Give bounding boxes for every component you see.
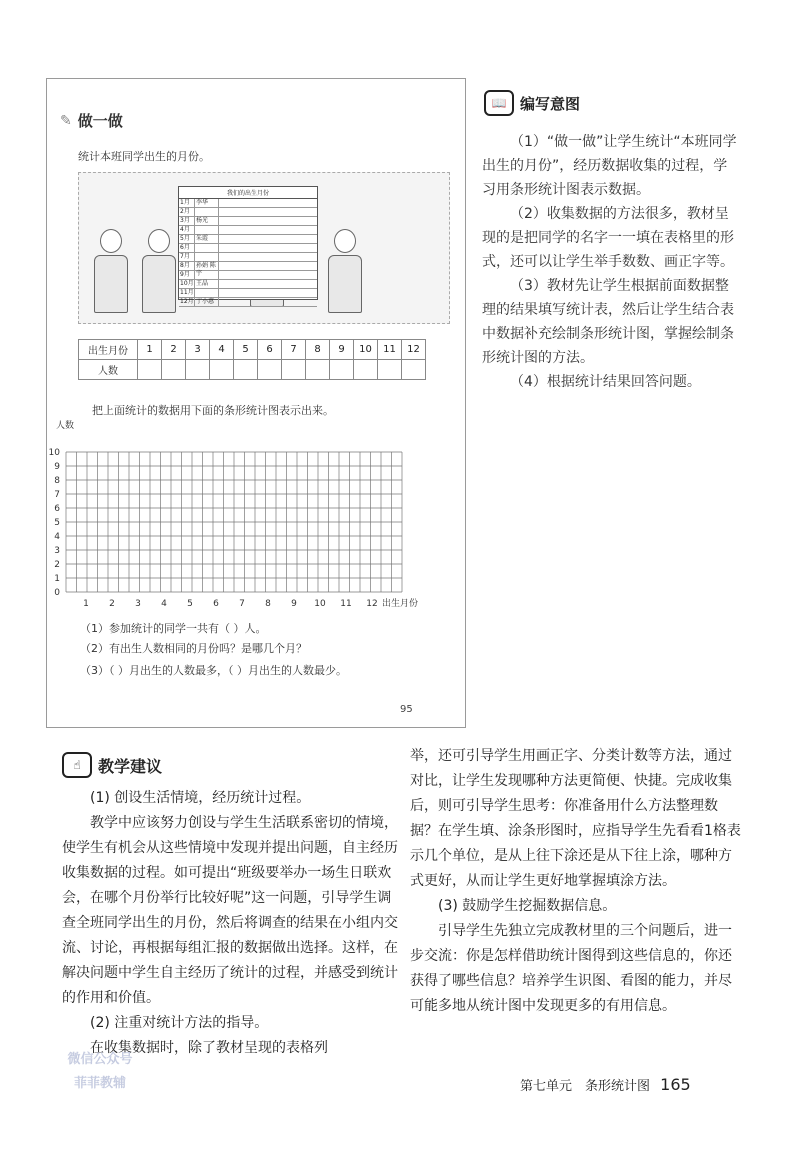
count-row xyxy=(79,360,426,380)
y-tick-label: 1 xyxy=(54,574,60,584)
open-book-icon: 📖 xyxy=(484,90,514,116)
count-cell[interactable] xyxy=(306,360,330,380)
advice-left-column xyxy=(62,786,398,1061)
board-row-month: 7月 xyxy=(179,253,195,261)
count-cell[interactable] xyxy=(282,360,306,380)
board-rows xyxy=(179,199,317,307)
exercise-intro: 统计本班同学出生的月份。 xyxy=(78,150,210,163)
board-row-names: 孙娟 陈宇 xyxy=(195,262,219,270)
intent-title: 编写意图 xyxy=(520,94,581,113)
y-tick-label: 7 xyxy=(54,490,60,500)
board-row xyxy=(179,226,317,235)
month-cell: 12 xyxy=(402,340,426,360)
board-row-names xyxy=(195,226,219,234)
advice-title: 教学建议 xyxy=(98,756,163,776)
advice-section-header xyxy=(62,752,162,778)
board-row xyxy=(179,235,317,244)
board-row-month: 11月 xyxy=(180,289,194,296)
chart-y-axis-label: 人数 xyxy=(56,421,75,431)
month-cell: 1 xyxy=(138,340,162,360)
board-row-month: 12月 xyxy=(180,298,194,305)
month-cell: 8 xyxy=(306,340,330,360)
advice-right-paragraph-1: 举，还可引导学生用画正字、分类计数等方法，通过对比，让学生发现哪种方法更简便、快捷。完成收集后，则可引导学生思考：你准备用什么方法整理数据？在学生填、涂条形图时，应指导学生先看看1格表示几个单位，是从上往下涂还是从下往上涂，哪种方式更好，从而让学生更好地掌握填涂方法。 xyxy=(410,748,741,889)
intent-item-1: （1）“做一做”让学生统计“本班同学出生的月份”，经历数据收集的过程，学习用条形统计图表示数据。 xyxy=(482,134,737,198)
exercise-title xyxy=(60,110,123,131)
x-tick-label: 8 xyxy=(265,599,271,609)
board-row-names: 朱霞 xyxy=(195,235,219,243)
count-cell[interactable] xyxy=(138,360,162,380)
count-cell[interactable] xyxy=(378,360,402,380)
board-row xyxy=(179,217,317,226)
board-row-names xyxy=(195,253,219,261)
intent-list xyxy=(482,130,740,394)
hand-pointing-icon: ☝ xyxy=(62,752,92,778)
board-row xyxy=(179,298,317,307)
count-cell[interactable] xyxy=(258,360,282,380)
month-header-label: 出生月份 xyxy=(79,340,138,360)
footer-unit-title: 第七单元 条形统计图 xyxy=(520,1079,651,1094)
boy-figure-right xyxy=(327,229,363,313)
chart-x-ticks xyxy=(83,599,378,609)
y-tick-label: 5 xyxy=(54,518,60,528)
x-tick-label: 1 xyxy=(83,599,89,609)
girl-figure xyxy=(141,229,177,313)
question-2: （2）有出生人数相同的月份吗？是哪几个月？ xyxy=(80,642,307,655)
board-row-names: 杨光 xyxy=(195,217,219,225)
pencil-icon: ✎ xyxy=(60,112,72,129)
intent-section-header xyxy=(484,90,580,116)
count-cell[interactable] xyxy=(330,360,354,380)
y-tick-label: 0 xyxy=(54,588,60,598)
board-row-names: 丁小惠 xyxy=(195,298,219,306)
board-row-names xyxy=(195,271,219,279)
advice-left-paragraph-1: 教学中应该努力创设与学生生活联系密切的情境，使学生有机会从这些情境中发现并提出问题，自主经历收集数据的过程。如可提出“班级要举办一场生日联欢会，在哪个月份举行比较好呢”这一问题，引导学生调查全班同学出生的月份，然后将调查的结果在小组内交流、讨论，再根据每组汇报的数据做出选择。这样，在解决问题中学生自主经历了统计的过程，并感受到统计的作用和价值。 xyxy=(62,815,398,1006)
board-row-month: 6月 xyxy=(179,244,195,252)
y-tick-label: 3 xyxy=(54,546,60,556)
count-cell[interactable] xyxy=(186,360,210,380)
board-row xyxy=(179,280,317,289)
month-cell: 7 xyxy=(282,340,306,360)
advice-right-paragraph-2: 引导学生先独立完成教材里的三个问题后，进一步交流：你是怎样借助统计图得到这些信息的，你还获得了哪些信息？培养学生识图、看图的能力，并尽可能多地从统计图中发现更多的有用信息。 xyxy=(410,923,732,1014)
exercise-title-text: 做一做 xyxy=(77,112,123,130)
x-tick-label: 4 xyxy=(161,599,167,609)
question-1: （1）参加统计的同学一共有（ ）人。 xyxy=(80,622,267,635)
intent-item-4: （4）根据统计结果回答问题。 xyxy=(510,374,701,390)
x-tick-label: 11 xyxy=(340,599,352,609)
board-row-month: 8月 xyxy=(179,262,195,270)
board-row xyxy=(179,199,317,208)
watermark-line-1: 微信公众号 xyxy=(67,1052,133,1067)
y-tick-label: 10 xyxy=(48,448,60,458)
count-cell[interactable] xyxy=(354,360,378,380)
board-row xyxy=(179,289,317,298)
board-row-month: 1月 xyxy=(179,199,195,207)
chart-x-axis-label: 出生月份 xyxy=(382,599,419,609)
boy-figure-left xyxy=(93,229,129,313)
y-tick-label: 2 xyxy=(54,560,60,570)
month-cell: 11 xyxy=(378,340,402,360)
y-tick-label: 6 xyxy=(54,504,60,514)
chart-grid xyxy=(66,452,402,592)
textbook-page-number: 95 xyxy=(400,704,413,715)
advice-left-heading-1: (1) 创设生活情境，经历统计过程。 xyxy=(90,790,311,806)
board-title: 我们的出生月份 xyxy=(179,187,317,199)
intent-item-3: （3）教材先让学生根据前面数据整理的结果填写统计表，然后让学生结合表中数据补充绘制条形统计图，掌握绘制条形统计图的方法。 xyxy=(482,278,734,366)
x-tick-label: 9 xyxy=(291,599,297,609)
watermark-line-2: 菲菲教辅 xyxy=(73,1076,126,1091)
board-row xyxy=(179,271,317,280)
month-cell: 9 xyxy=(330,340,354,360)
y-tick-label: 9 xyxy=(54,462,60,472)
birth-month-board xyxy=(178,186,318,305)
blank-bar-chart xyxy=(40,420,440,612)
count-cell[interactable] xyxy=(210,360,234,380)
board-row-month: 9月 xyxy=(179,271,195,279)
board-row-month: 5月 xyxy=(179,235,195,243)
board-row-names: 王晶 xyxy=(195,280,219,288)
x-tick-label: 12 xyxy=(366,599,378,609)
month-cell: 3 xyxy=(186,340,210,360)
board-row-month: 2月 xyxy=(179,208,195,216)
y-tick-label: 4 xyxy=(54,532,60,542)
month-header-row xyxy=(79,340,426,360)
month-cell: 6 xyxy=(258,340,282,360)
x-tick-label: 7 xyxy=(239,599,245,609)
count-row-label: 人数 xyxy=(79,360,138,380)
x-tick-label: 5 xyxy=(187,599,193,609)
x-tick-label: 3 xyxy=(135,599,141,609)
board-row-names xyxy=(195,289,219,297)
board-row xyxy=(179,208,317,217)
advice-left-paragraph-2: 在收集数据时，除了教材呈现的表格列 xyxy=(90,1040,328,1056)
advice-right-heading-3: (3) 鼓励学生挖掘数据信息。 xyxy=(438,898,617,914)
question-3: （3）（ ）月出生的人数最多，（ ）月出生的人数最少。 xyxy=(80,664,347,677)
x-tick-label: 10 xyxy=(314,599,326,609)
y-tick-label: 8 xyxy=(54,476,60,486)
month-cell: 2 xyxy=(162,340,186,360)
advice-right-column xyxy=(410,744,742,1019)
board-row-month: 3月 xyxy=(179,217,195,225)
footer-page-number: 165 xyxy=(660,1075,691,1094)
board-row-month: 10月 xyxy=(180,280,194,287)
count-cell[interactable] xyxy=(402,360,426,380)
board-row-month: 4月 xyxy=(179,226,195,234)
intent-item-2: （2）收集数据的方法很多，教材呈现的是把同学的名字一一填在表格里的形式，还可以让学生举手数数、画正字等。 xyxy=(482,206,734,270)
count-cell[interactable] xyxy=(234,360,258,380)
count-cell[interactable] xyxy=(162,360,186,380)
chart-y-ticks xyxy=(49,448,61,598)
month-cell: 5 xyxy=(234,340,258,360)
x-tick-label: 2 xyxy=(109,599,115,609)
board-row-names xyxy=(195,208,219,216)
board-row-names xyxy=(195,244,219,252)
board-row-names: 李华 xyxy=(195,199,219,207)
board-row xyxy=(179,244,317,253)
watermark xyxy=(40,1048,160,1096)
page-footer xyxy=(520,1075,691,1094)
month-cell: 4 xyxy=(210,340,234,360)
advice-left-heading-2: (2) 注重对统计方法的指导。 xyxy=(90,1015,269,1031)
x-tick-label: 6 xyxy=(213,599,219,609)
birth-month-stats-table xyxy=(78,339,426,380)
chart-instruction: 把上面统计的数据用下面的条形统计图表示出来。 xyxy=(92,404,334,417)
board-row xyxy=(179,253,317,262)
month-cell: 10 xyxy=(354,340,378,360)
